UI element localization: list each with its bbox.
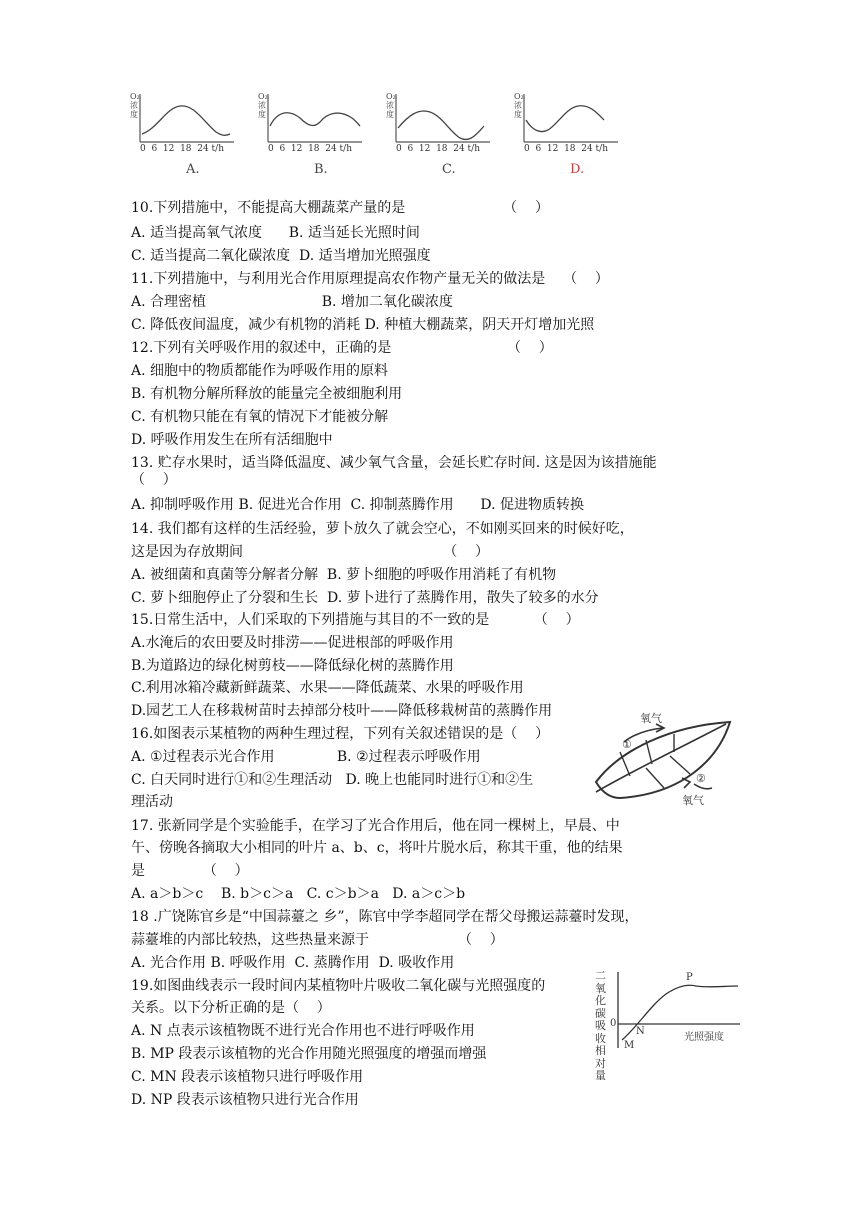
option-line: B. MP 段表示该植物的光合作用随光照强度的增强而增强 — [131, 1046, 487, 1062]
option-line: C. 萝卜细胞停止了分裂和生长 D. 萝卜进行了蒸腾作用，散失了较多的水分 — [131, 590, 599, 606]
graph-ticks: 0 6 12 18 24 t/h — [140, 144, 225, 154]
option-line: D. 呼吸作用发生在所有活细胞中 — [131, 432, 333, 448]
graph-ylabel: O₂浓度 — [258, 92, 268, 119]
option-line: B.为道路边的绿化树剪枝——降低绿化树的蒸腾作用 — [131, 658, 454, 674]
graph-b — [256, 88, 366, 180]
graph-letter-highlight: D. — [570, 162, 585, 177]
graph-a — [128, 88, 238, 180]
graph-ylabel: O₂浓度 — [386, 92, 396, 119]
option-line: A.水淹后的农田要及时排涝——促进根部的呼吸作用 — [131, 635, 454, 651]
leaf-diagram — [590, 712, 738, 808]
curve-point-m: M — [624, 1040, 635, 1051]
option-line: C. 适当提高二氧化碳浓度 D. 适当增加光照强度 — [131, 248, 431, 264]
option-line: A. a＞b＞c B. b＞c＞a C. c＞b＞a D. a＞c＞b — [131, 886, 466, 902]
curve-ylabel: 二氧化碳吸收相对量 — [595, 969, 606, 1082]
leaf-top-label: 氧气 — [640, 712, 662, 725]
option-line: A. 光合作用 B. 呼吸作用 C. 蒸腾作用 D. 吸收作用 — [131, 955, 455, 971]
leaf-bottom-label: 氧气 — [682, 794, 704, 807]
option-line: A. 适当提高氧气浓度 B. 适当延长光照时间 — [131, 225, 420, 241]
option-line: D.园艺工人在移栽树苗时去掉部分枝叶——降低移栽树苗的蒸腾作用 — [131, 703, 553, 719]
question-line: 蒜薹堆的内部比较热，这些热量来源于 （ ） — [131, 932, 504, 948]
question-line: 11.下列措施中，与利用光合作用原理提高农作物产量无关的做法是 （ ） — [131, 271, 609, 287]
curve-xlabel: 光照强度 — [684, 1032, 724, 1043]
graph-c — [384, 88, 494, 180]
question-line: 是 （ ） — [131, 863, 249, 879]
curve-point-p: P — [686, 972, 693, 983]
option-line: A. ①过程表示光合作用 B. ②过程表示呼吸作用 — [131, 749, 481, 765]
curve-origin: 0 — [610, 1018, 617, 1029]
question-line: 关系。以下分析正确的是（ ） — [131, 1000, 331, 1016]
graph-letter: C. — [442, 162, 456, 177]
question-line: 19.如图曲线表示一段时间内某植物叶片吸收二氧化碳与光照强度的 — [131, 978, 546, 994]
option-line: A. 合理密植 B. 增加二氧化碳浓度 — [131, 294, 453, 310]
option-line: C. MN 段表示该植物只进行呼吸作用 — [131, 1069, 364, 1085]
option-line: C. 白天同时进行①和②生理活动 D. 晚上也能同时进行①和②生 — [131, 772, 534, 788]
question-line: 这是因为存放期间 （ ） — [131, 544, 490, 560]
curve-point-n: N — [636, 1026, 645, 1037]
graph-letter: B. — [314, 162, 328, 177]
option-line: A. 细胞中的物质都能作为呼吸作用的原料 — [131, 363, 389, 379]
graph-ticks: 0 6 12 18 24 t/h — [396, 144, 481, 154]
graph-letter: A. — [186, 162, 200, 177]
question-line: 14. 我们都有这样的生活经验，萝卜放久了就会空心，不如刚买回来的时候好吃， — [131, 521, 634, 537]
option-line: A. 被细菌和真菌等分解者分解 B. 萝卜细胞的呼吸作用消耗了有机物 — [131, 567, 557, 583]
question-line: 午、傍晚各摘取大小相同的叶片 a、b、c，将叶片脱水后，称其干重，他的结果 — [131, 840, 623, 856]
question-line: 16.如图表示某植物的两种生理过程，下列有关叙述错误的是（ ） — [131, 726, 550, 742]
question-line: 10.下列措施中，不能提高大棚蔬菜产量的是 （ ） — [131, 200, 549, 216]
graph-ticks: 0 6 12 18 24 t/h — [268, 144, 353, 154]
option-line: A. 抑制呼吸作用 B. 促进光合作用 C. 抑制蒸腾作用 D. 促进物质转换 — [131, 497, 584, 513]
graph-ylabel: O₂浓度 — [130, 92, 140, 119]
question-line: 15.日常生活中，人们采取的下列措施与其目的不一致的是 （ ） — [131, 612, 580, 628]
leaf-icon — [590, 712, 738, 808]
option-line: 理活动 — [131, 794, 173, 810]
question-line: 18 .广饶陈官乡是“中国蒜薹之 乡”，陈官中学李超同学在帮父母搬运蒜薹时发现， — [131, 909, 639, 925]
option-line: A. N 点表示该植物既不进行光合作用也不进行呼吸作用 — [131, 1023, 475, 1039]
option-line: B. 有机物分解所释放的能量完全被细胞利用 — [131, 386, 403, 402]
question-line: 12.下列有关呼吸作用的叙述中，正确的是 （ ） — [131, 340, 553, 356]
option-line: C. 降低夜间温度，减少有机物的消耗 D. 种植大棚蔬菜，阴天开灯增加光照 — [131, 317, 595, 333]
question-line: 17. 张新同学是个实验能手，在学习了光合作用后，他在同一棵树上，早晨、中 — [131, 818, 620, 834]
co2-curve-diagram — [592, 968, 742, 1082]
leaf-mark-1: ① — [622, 738, 632, 751]
graph-d — [512, 88, 622, 180]
leaf-mark-2: ② — [696, 772, 706, 785]
graph-ylabel: O₂浓度 — [514, 92, 524, 119]
question-line: 13. 贮存水果时，适当降低温度、减少氧气含量，会延长贮存时间. 这是因为该措施能 — [131, 455, 657, 471]
option-line: C. 有机物只能在有氧的情况下才能被分解 — [131, 409, 389, 425]
option-line: C.利用冰箱冷藏新鲜蔬菜、水果——降低蔬菜、水果的呼吸作用 — [131, 680, 524, 696]
option-line: D. NP 段表示该植物只进行光合作用 — [131, 1092, 359, 1108]
answer-bracket: （ ） — [131, 472, 177, 488]
graph-ticks: 0 6 12 18 24 t/h — [524, 144, 609, 154]
